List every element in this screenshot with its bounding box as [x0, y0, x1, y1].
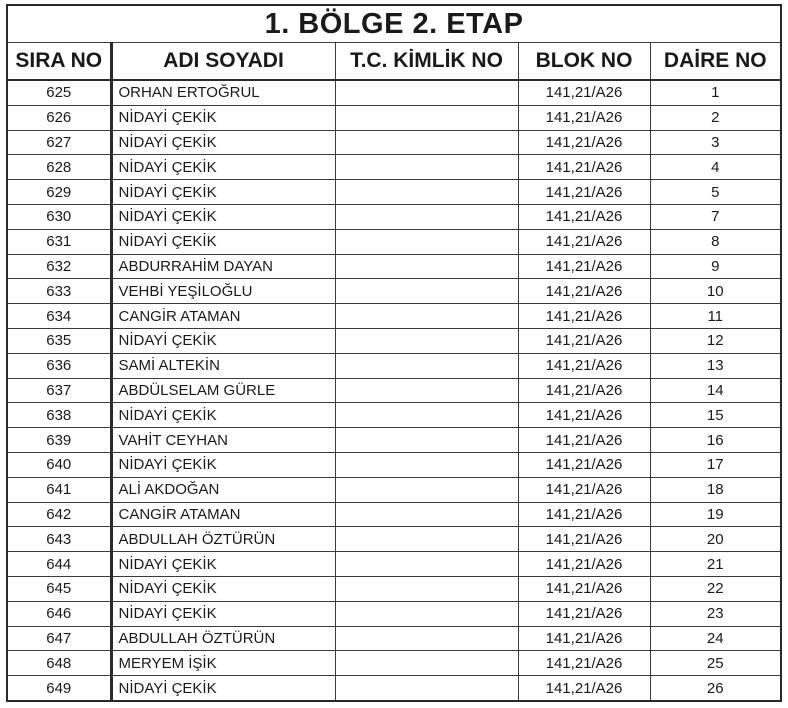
- tc-kimlik-cell: [335, 328, 518, 353]
- tc-kimlik-cell: [335, 180, 518, 205]
- sira-no-cell: 640: [7, 452, 111, 477]
- daire-no-cell: 9: [650, 254, 781, 279]
- adi-soyadi-cell: NİDAYİ ÇEKİK: [111, 403, 335, 428]
- blok-no-cell: 141,21/A26: [518, 403, 650, 428]
- daire-no-cell: 3: [650, 130, 781, 155]
- tc-kimlik-cell: [335, 403, 518, 428]
- blok-no-cell: 141,21/A26: [518, 626, 650, 651]
- daire-no-cell: 19: [650, 502, 781, 527]
- tc-kimlik-cell: [335, 279, 518, 304]
- table-row: [7, 428, 781, 453]
- table-row: [7, 403, 781, 428]
- table-row: [7, 527, 781, 552]
- blok-no-cell: 141,21/A26: [518, 676, 650, 701]
- tc-kimlik-cell: [335, 105, 518, 130]
- table-row: [7, 279, 781, 304]
- tc-kimlik-cell: [335, 452, 518, 477]
- adi-soyadi-cell: VEHBİ YEŞİLOĞLU: [111, 279, 335, 304]
- header-row: [7, 43, 781, 81]
- tc-kimlik-cell: [335, 576, 518, 601]
- blok-no-cell: 141,21/A26: [518, 180, 650, 205]
- blok-no-cell: 141,21/A26: [518, 105, 650, 130]
- adi-soyadi-cell: VAHİT CEYHAN: [111, 428, 335, 453]
- document-sheet: [6, 4, 780, 702]
- sira-no-cell: 631: [7, 229, 111, 254]
- table-row: [7, 601, 781, 626]
- sira-no-cell: 648: [7, 651, 111, 676]
- table-row: [7, 105, 781, 130]
- table-row: [7, 229, 781, 254]
- table-row: [7, 378, 781, 403]
- blok-no-cell: 141,21/A26: [518, 204, 650, 229]
- tc-kimlik-cell: [335, 552, 518, 577]
- adi-soyadi-cell: ABDÜLSELAM GÜRLE: [111, 378, 335, 403]
- table-row: [7, 80, 781, 105]
- sira-no-cell: 646: [7, 601, 111, 626]
- blok-no-cell: 141,21/A26: [518, 304, 650, 329]
- sira-no-cell: 628: [7, 155, 111, 180]
- sira-no-cell: 645: [7, 576, 111, 601]
- sira-no-cell: 638: [7, 403, 111, 428]
- daire-no-cell: 14: [650, 378, 781, 403]
- daire-no-cell: 2: [650, 105, 781, 130]
- sira-no-cell: 643: [7, 527, 111, 552]
- table-row: [7, 304, 781, 329]
- table-row: [7, 502, 781, 527]
- tc-kimlik-cell: [335, 80, 518, 105]
- sira-no-cell: 647: [7, 626, 111, 651]
- tc-kimlik-cell: [335, 502, 518, 527]
- table-row: [7, 452, 781, 477]
- daire-no-cell: 11: [650, 304, 781, 329]
- title-row: [7, 5, 781, 43]
- tc-kimlik-cell: [335, 353, 518, 378]
- sira-no-cell: 630: [7, 204, 111, 229]
- adi-soyadi-cell: ORHAN ERTOĞRUL: [111, 80, 335, 105]
- table-row: [7, 626, 781, 651]
- daire-no-cell: 21: [650, 552, 781, 577]
- tc-kimlik-cell: [335, 155, 518, 180]
- sira-no-cell: 639: [7, 428, 111, 453]
- blok-no-cell: 141,21/A26: [518, 601, 650, 626]
- sira-no-cell: 641: [7, 477, 111, 502]
- table-row: [7, 254, 781, 279]
- adi-soyadi-cell: CANGİR ATAMAN: [111, 304, 335, 329]
- adi-soyadi-cell: NİDAYİ ÇEKİK: [111, 576, 335, 601]
- blok-no-cell: 141,21/A26: [518, 502, 650, 527]
- blok-no-cell: 141,21/A26: [518, 80, 650, 105]
- daire-no-cell: 22: [650, 576, 781, 601]
- table-row: [7, 155, 781, 180]
- residents-table: [6, 4, 782, 702]
- blok-no-cell: 141,21/A26: [518, 229, 650, 254]
- table-row: [7, 353, 781, 378]
- tc-kimlik-cell: [335, 477, 518, 502]
- adi-soyadi-cell: ABDULLAH ÖZTÜRÜN: [111, 626, 335, 651]
- daire-no-cell: 1: [650, 80, 781, 105]
- blok-no-cell: 141,21/A26: [518, 477, 650, 502]
- blok-no-cell: 141,21/A26: [518, 527, 650, 552]
- daire-no-cell: 18: [650, 477, 781, 502]
- blok-no-cell: 141,21/A26: [518, 328, 650, 353]
- daire-no-cell: 8: [650, 229, 781, 254]
- table-row: [7, 651, 781, 676]
- blok-no-cell: 141,21/A26: [518, 452, 650, 477]
- sira-no-cell: 649: [7, 676, 111, 701]
- blok-no-cell: 141,21/A26: [518, 552, 650, 577]
- daire-no-cell: 10: [650, 279, 781, 304]
- adi-soyadi-cell: ABDURRAHİM DAYAN: [111, 254, 335, 279]
- tc-kimlik-cell: [335, 428, 518, 453]
- tc-kimlik-cell: [335, 254, 518, 279]
- sira-no-cell: 644: [7, 552, 111, 577]
- daire-no-cell: 23: [650, 601, 781, 626]
- tc-kimlik-cell: [335, 229, 518, 254]
- sira-no-cell: 625: [7, 80, 111, 105]
- blok-no-cell: 141,21/A26: [518, 378, 650, 403]
- daire-no-cell: 7: [650, 204, 781, 229]
- adi-soyadi-cell: NİDAYİ ÇEKİK: [111, 180, 335, 205]
- tc-kimlik-cell: [335, 304, 518, 329]
- column-header-adi-soyadi: ADI SOYADI: [111, 43, 335, 81]
- adi-soyadi-cell: NİDAYİ ÇEKİK: [111, 105, 335, 130]
- daire-no-cell: 12: [650, 328, 781, 353]
- adi-soyadi-cell: NİDAYİ ÇEKİK: [111, 229, 335, 254]
- adi-soyadi-cell: NİDAYİ ÇEKİK: [111, 328, 335, 353]
- daire-no-cell: 15: [650, 403, 781, 428]
- adi-soyadi-cell: ABDULLAH ÖZTÜRÜN: [111, 527, 335, 552]
- sira-no-cell: 629: [7, 180, 111, 205]
- daire-no-cell: 20: [650, 527, 781, 552]
- blok-no-cell: 141,21/A26: [518, 254, 650, 279]
- adi-soyadi-cell: NİDAYİ ÇEKİK: [111, 601, 335, 626]
- sira-no-cell: 635: [7, 328, 111, 353]
- tc-kimlik-cell: [335, 626, 518, 651]
- table-row: [7, 130, 781, 155]
- tc-kimlik-cell: [335, 378, 518, 403]
- daire-no-cell: 5: [650, 180, 781, 205]
- daire-no-cell: 16: [650, 428, 781, 453]
- blok-no-cell: 141,21/A26: [518, 279, 650, 304]
- sira-no-cell: 636: [7, 353, 111, 378]
- daire-no-cell: 17: [650, 452, 781, 477]
- adi-soyadi-cell: NİDAYİ ÇEKİK: [111, 204, 335, 229]
- column-header-daire-no: DAİRE NO: [650, 43, 781, 81]
- blok-no-cell: 141,21/A26: [518, 353, 650, 378]
- column-header-tc-kimlik-no: T.C. KİMLİK NO: [335, 43, 518, 81]
- document-title: 1. BÖLGE 2. ETAP: [7, 5, 781, 43]
- blok-no-cell: 141,21/A26: [518, 428, 650, 453]
- adi-soyadi-cell: CANGİR ATAMAN: [111, 502, 335, 527]
- tc-kimlik-cell: [335, 601, 518, 626]
- tc-kimlik-cell: [335, 676, 518, 701]
- column-header-blok-no: BLOK NO: [518, 43, 650, 81]
- blok-no-cell: 141,21/A26: [518, 130, 650, 155]
- sira-no-cell: 637: [7, 378, 111, 403]
- tc-kimlik-cell: [335, 204, 518, 229]
- adi-soyadi-cell: NİDAYİ ÇEKİK: [111, 155, 335, 180]
- daire-no-cell: 4: [650, 155, 781, 180]
- tc-kimlik-cell: [335, 651, 518, 676]
- adi-soyadi-cell: ALİ AKDOĞAN: [111, 477, 335, 502]
- table-row: [7, 477, 781, 502]
- daire-no-cell: 26: [650, 676, 781, 701]
- blok-no-cell: 141,21/A26: [518, 576, 650, 601]
- adi-soyadi-cell: NİDAYİ ÇEKİK: [111, 552, 335, 577]
- sira-no-cell: 633: [7, 279, 111, 304]
- adi-soyadi-cell: MERYEM İŞİK: [111, 651, 335, 676]
- adi-soyadi-cell: NİDAYİ ÇEKİK: [111, 676, 335, 701]
- adi-soyadi-cell: NİDAYİ ÇEKİK: [111, 130, 335, 155]
- table-row: [7, 180, 781, 205]
- adi-soyadi-cell: NİDAYİ ÇEKİK: [111, 452, 335, 477]
- blok-no-cell: 141,21/A26: [518, 651, 650, 676]
- sira-no-cell: 634: [7, 304, 111, 329]
- tc-kimlik-cell: [335, 130, 518, 155]
- daire-no-cell: 13: [650, 353, 781, 378]
- daire-no-cell: 24: [650, 626, 781, 651]
- table-row: [7, 204, 781, 229]
- sira-no-cell: 642: [7, 502, 111, 527]
- sira-no-cell: 632: [7, 254, 111, 279]
- blok-no-cell: 141,21/A26: [518, 155, 650, 180]
- adi-soyadi-cell: SAMİ ALTEKİN: [111, 353, 335, 378]
- tc-kimlik-cell: [335, 527, 518, 552]
- daire-no-cell: 25: [650, 651, 781, 676]
- table-row: [7, 552, 781, 577]
- column-header-sira-no: SIRA NO: [7, 43, 111, 81]
- sira-no-cell: 626: [7, 105, 111, 130]
- table-row: [7, 676, 781, 701]
- table-row: [7, 576, 781, 601]
- table-body: [7, 80, 781, 701]
- table-row: [7, 328, 781, 353]
- sira-no-cell: 627: [7, 130, 111, 155]
